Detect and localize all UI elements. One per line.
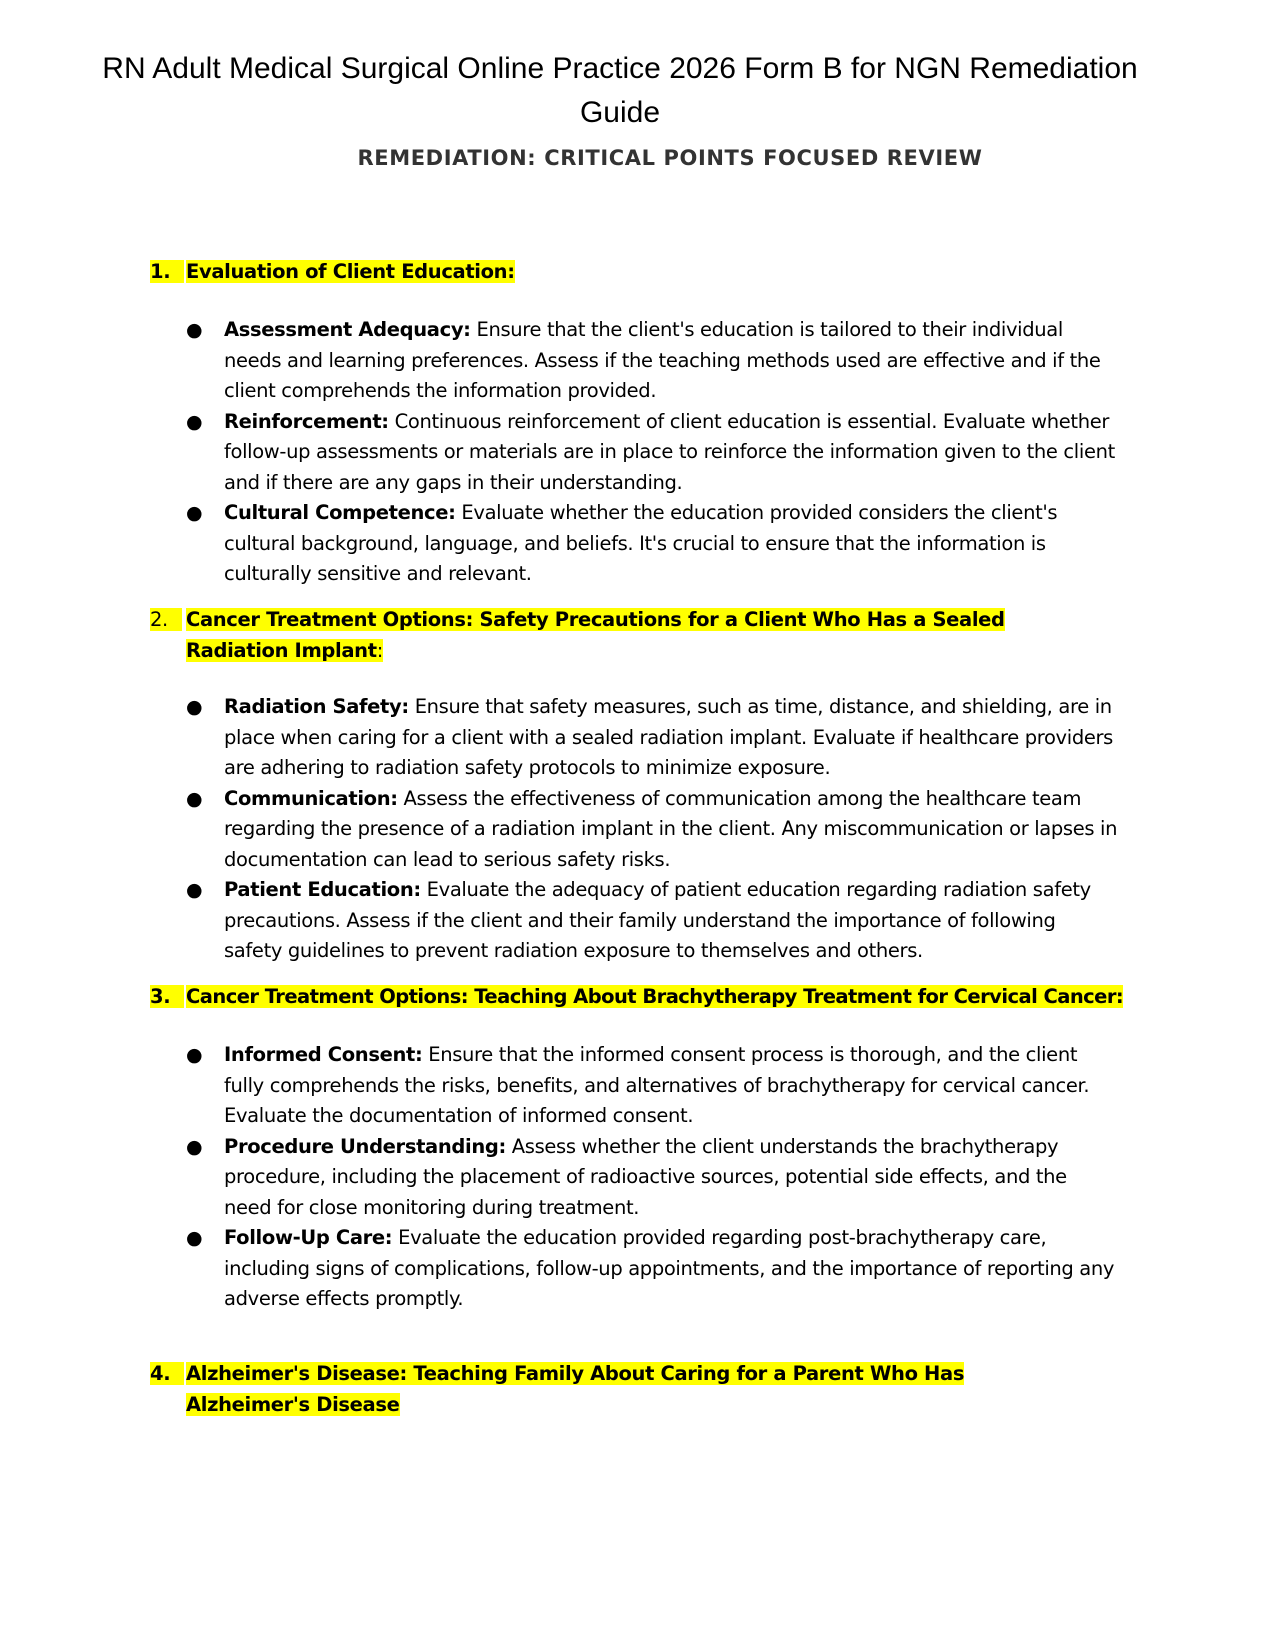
- bullet-term: Radiation Safety:: [224, 695, 409, 718]
- bullet-text: Evaluate whether the education provided considers the client's cultural background, language, and beliefs. It's crucial to ensure that the information is culturally sensitive and relevant.: [224, 501, 1058, 585]
- section-title: Cancer Treatment Options: Teaching About Brachytherapy Treatment for Cervical Cancer:: [186, 985, 1124, 1008]
- bullet-icon: ●: [186, 1227, 203, 1249]
- bullet-text: Assess the effectiveness of communication among the healthcare team regarding the presence of a radiation implant in the client. Any miscommunication or lapses in documentation can lead to serious safety risks.: [224, 786, 1118, 871]
- bullet-term: Cultural Competence:: [224, 501, 456, 524]
- bullet-text: Ensure that safety measures, such as time, distance, and shielding, are in place when caring for a client with a sealed radiation implant. Evaluate if healthcare providers are adhering to radiation safety protocols to minimize exposure.: [224, 695, 1113, 779]
- section-number: 3.: [150, 985, 184, 1008]
- section-number: 4.: [150, 1362, 184, 1385]
- section-heading: [150, 257, 1110, 288]
- bullet-term: Communication:: [224, 786, 398, 810]
- list-item: [186, 407, 1118, 499]
- section-title-suffix: :: [376, 638, 383, 662]
- section-number: 2.: [150, 608, 182, 631]
- section-title: Cancer Treatment Options: Safety Precautions for a Client Who Has a Sealed Radiation Implant: [186, 608, 1005, 662]
- list-item: [186, 784, 1118, 876]
- section-title: Evaluation of Client Education:: [186, 260, 515, 283]
- bullet-icon: ●: [186, 1044, 203, 1066]
- bullet-term: Procedure Understanding:: [224, 1134, 506, 1158]
- bullet-text: Continuous reinforcement of client education is essential. Evaluate whether follow-up assessments or materials are in place to reinforce the information given to the client and if there are any gaps in their understanding.: [224, 409, 1115, 494]
- bullet-icon: ●: [186, 502, 203, 524]
- bullet-list: [186, 692, 1118, 967]
- bullet-icon: ●: [186, 696, 203, 718]
- bullet-term: Informed Consent:: [224, 1043, 423, 1066]
- section-number: 1.: [150, 260, 184, 283]
- bullet-text: Evaluate the adequacy of patient education regarding radiation safety precautions. Assess if the client and their family understand the importance of following safety guidelines to prevent radiation exposure to themselves and others.: [224, 878, 1091, 962]
- bullet-icon: ●: [186, 319, 203, 341]
- list-item: [186, 315, 1118, 407]
- document-subtitle: REMEDIATION: CRITICAL POINTS FOCUSED REVIEW: [357, 146, 983, 170]
- bullet-term: Patient Education:: [224, 878, 421, 901]
- section-heading: [150, 982, 1130, 1013]
- bullet-icon: ●: [186, 787, 203, 810]
- bullet-text: Evaluate the education provided regarding post-brachytherapy care, including signs of complications, follow-up appointments, and the importance of reporting any adverse effects promptly.: [224, 1226, 1115, 1310]
- section-title: Alzheimer's Disease: Teaching Family About Caring for a Parent Who Has Alzheimer's Disease: [186, 1362, 965, 1416]
- bullet-icon: ●: [186, 410, 203, 433]
- document-title: RN Adult Medical Surgical Online Practice 2026 Form B for NGN Remediation Guide: [102, 52, 1138, 129]
- bullet-text: Assess whether the client understands the brachytherapy procedure, including the placement of radioactive sources, potential side effects, and the need for close monitoring during treatment.: [224, 1134, 1067, 1219]
- bullet-term: Assessment Adequacy:: [224, 318, 471, 341]
- bullet-list: [186, 1040, 1118, 1315]
- section-heading: [150, 1359, 1090, 1420]
- bullet-term: Follow-Up Care:: [224, 1226, 393, 1249]
- bullet-text: Ensure that the informed consent process is thorough, and the client fully comprehends the risks, benefits, and alternatives of brachytherapy for cervical cancer. Evaluate the documentation of informed consent.: [224, 1043, 1090, 1127]
- section-heading: [150, 605, 1110, 666]
- bullet-term: Reinforcement:: [224, 409, 389, 433]
- list-item: [186, 1040, 1118, 1132]
- list-item: [186, 875, 1118, 967]
- bullet-list: [186, 315, 1118, 590]
- list-item: [186, 498, 1118, 590]
- list-item: [186, 692, 1118, 784]
- bullet-text: Ensure that the client's education is tailored to their individual needs and learning preferences. Assess if the teaching methods used are effective and if the client comprehends the information provided.: [224, 318, 1101, 402]
- bullet-icon: ●: [186, 879, 203, 901]
- list-item: [186, 1223, 1118, 1315]
- list-item: [186, 1132, 1118, 1224]
- bullet-icon: ●: [186, 1135, 203, 1158]
